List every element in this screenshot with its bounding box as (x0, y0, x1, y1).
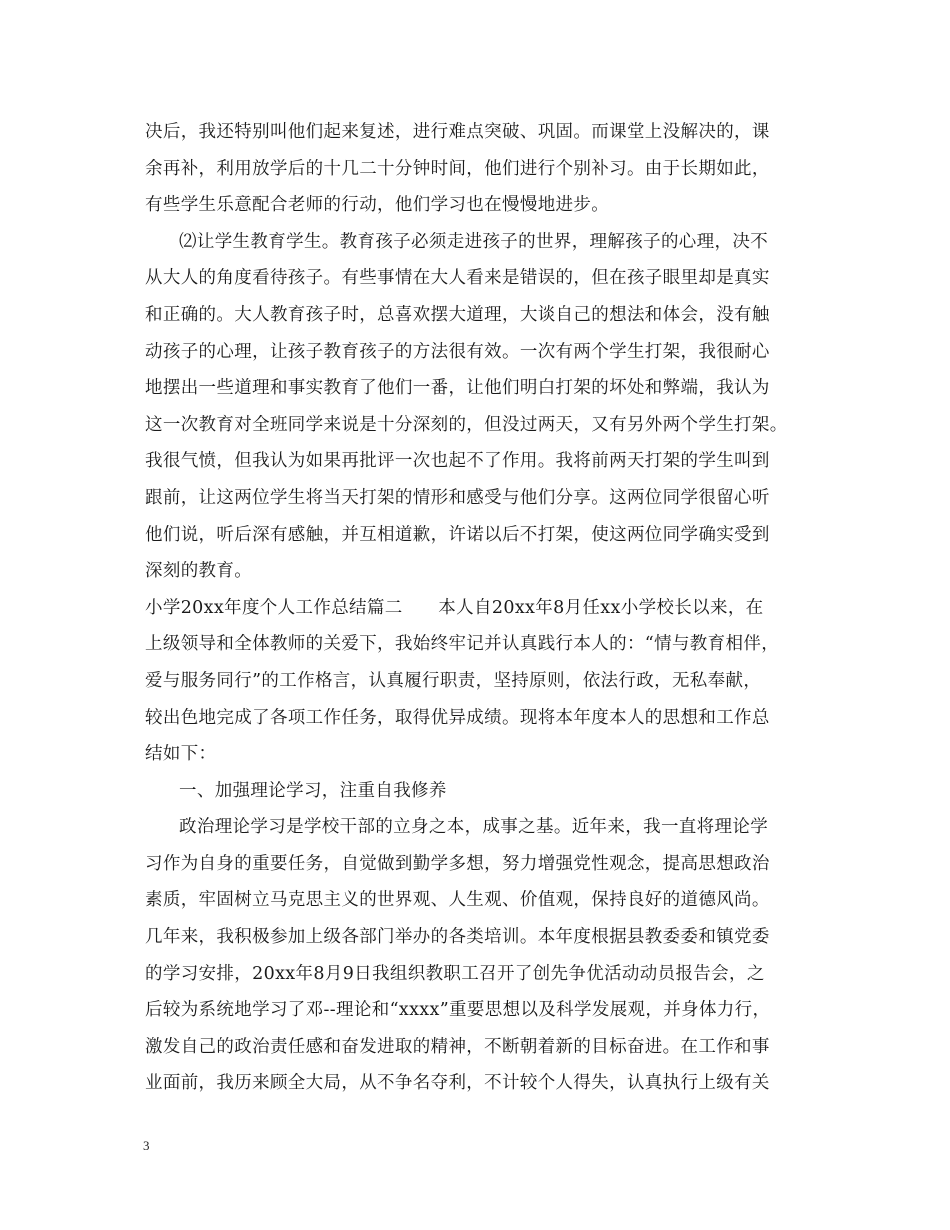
text-line: 政治理论学习是学校干部的立身之本，成事之基。近年来，我一直将理论学 (179, 817, 769, 838)
text-line: 地摆出一些道理和事实教育了他们一番，让他们明白打架的坏处和弊端，我认为 (145, 378, 770, 399)
text-line: 跟前，让这两位学生将当天打架的情形和感受与他们分享。这两位同学很留心听 (145, 487, 770, 508)
body-text (145, 114, 809, 1102)
text-line: 有些学生乐意配合老师的行动，他们学习也在慢慢地进步。 (145, 195, 610, 216)
text-line: 的学习安排，20xx年8月9日我组织教职工召开了创先争优活动动员报告会，之 (145, 963, 765, 984)
text-line: 习作为自身的重要任务，自觉做到勤学多想，努力增强党性观念，提高思想政治 (145, 853, 770, 874)
text-line: 余再补，利用放学后的十几二十分钟时间，他们进行个别补习。由于长期如此， (145, 158, 770, 179)
text-line: 他们说，听后深有感触，并互相道歉，许诺以后不打架，使这两位同学确实受到 (145, 524, 770, 545)
text-line: 从大人的角度看待孩子。有些事情在大人看来是错误的，但在孩子眼里却是真实 (145, 268, 770, 289)
text-line: 动孩子的心理，让孩子教育孩子的方法很有效。一次有两个学生打架，我很耐心 (145, 341, 770, 362)
text-line: ⑵让学生教育学生。教育孩子必须走进孩子的世界，理解孩子的心理，决不 (179, 231, 769, 252)
text-line: 几年来，我积极参加上级各部门举办的各类培训。本年度根据县教委委和镇党委 (145, 927, 770, 948)
subsection-heading: 一、加强理论学习，注重自我修养 (179, 780, 447, 801)
text-line: 较出色地完成了各项工作任务，取得优异成绩。现将本年度本人的思想和工作总 (145, 707, 770, 728)
text-line: 这一次教育对全班同学来说是十分深刻的，但没过两天，又有另外两个学生打架。 (145, 414, 788, 435)
section-heading-line: 小学20xx年度个人工作总结篇二 本人自20xx年8月任xx小学校长以来，在 (145, 597, 764, 618)
text-line: 爱与服务同行”的工作格言，认真履行职责，坚持原则，依法行政，无私奉献， (145, 670, 762, 691)
text-line: 上级领导和全体教师的关爱下，我始终牢记并认真践行本人的：“情与教育相伴， (145, 634, 780, 655)
text-line: 结如下： (145, 744, 217, 765)
text-line: 业面前，我历来顾全大局，从不争名夺利，不计较个人得失，认真执行上级有关 (145, 1073, 770, 1094)
text-line: 深刻的教育。 (145, 561, 253, 582)
text-line: 决后，我还特别叫他们起来复述，进行难点突破、巩固。而课堂上没解决的，课 (145, 122, 770, 142)
text-line: 激发自己的政治责任感和奋发进取的精神，不断朝着新的目标奋进。在工作和事 (145, 1036, 770, 1057)
text-line: 我很气愤，但我认为如果再批评一次也起不了作用。我将前两天打架的学生叫到 (145, 451, 770, 472)
text-line: 素质，牢固树立马克思主义的世界观、人生观、价值观，保持良好的道德风尚。 (145, 890, 770, 911)
page-number: 3 (143, 1138, 150, 1153)
text-line: 后较为系统地学习了邓--理论和“xxxx”重要思想以及科学发展观，并身体力行， (145, 1000, 771, 1021)
text-line: 和正确的。大人教育孩子时，总喜欢摆大道理，大谈自己的想法和体会，没有触 (145, 304, 770, 325)
